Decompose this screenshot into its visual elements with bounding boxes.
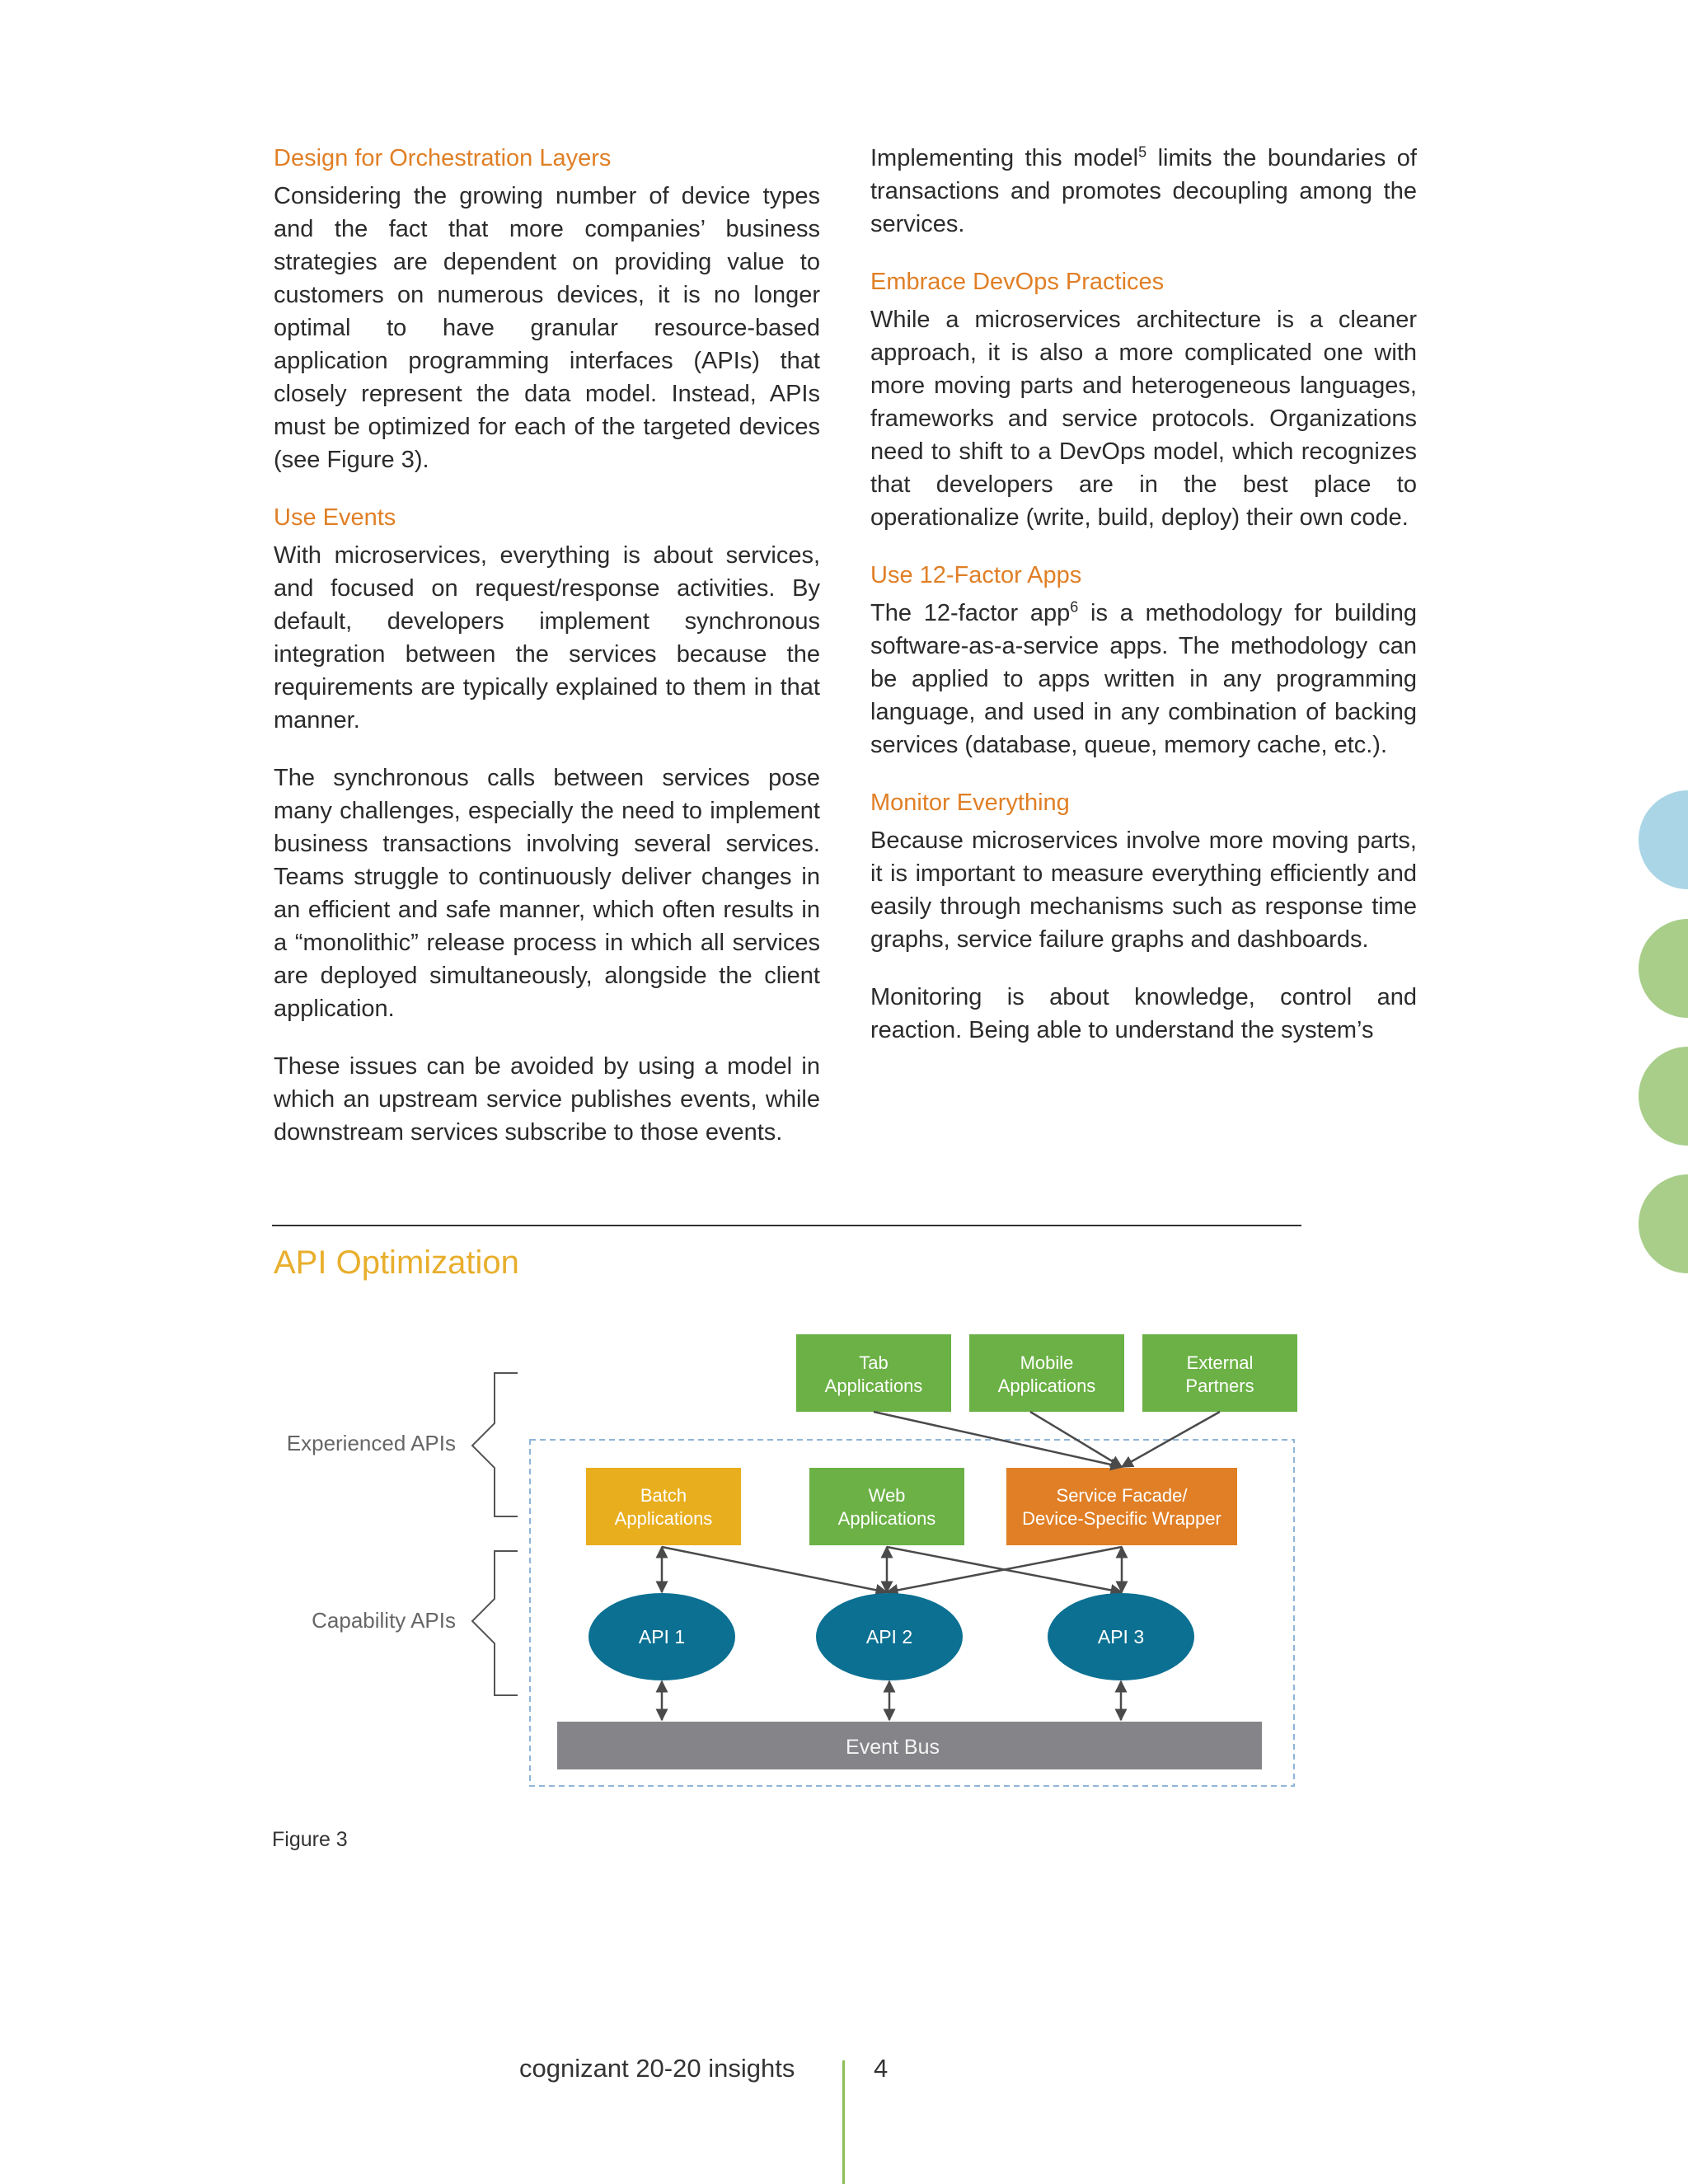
footer-divider	[842, 2060, 845, 2184]
box-label: Applications	[824, 1376, 923, 1396]
section-heading-devops: Embrace DevOps Practices	[870, 269, 1165, 295]
figure-caption: Figure 3	[272, 1828, 348, 1851]
box-label: Batch	[640, 1485, 687, 1506]
page-number: 4	[874, 2054, 889, 2083]
capability-apis-brace	[472, 1551, 518, 1695]
section-heading-monitor: Monitor Everything	[870, 790, 1070, 816]
paragraph: With microservices, everything is about services, and focused on request/response activities. By default, developers implement synchronous integration between the services because the requirements are typically explained to them in that manner.	[274, 542, 820, 733]
service-facade-box	[1006, 1468, 1237, 1545]
paragraph: These issues can be avoided by using a model in which an upstream service publishes events, while downstream services subscribe to those events.	[274, 1053, 820, 1146]
box-label: External	[1186, 1352, 1254, 1373]
api-label: API 3	[1097, 1626, 1145, 1647]
event-bus-bar	[557, 1722, 1262, 1769]
mobile-applications-box	[969, 1334, 1124, 1412]
footnote-ref: 6	[1070, 598, 1079, 616]
batch-applications-box	[586, 1468, 741, 1545]
paragraph: Considering the growing number of device types and the fact that more companies’ business strategies are dependent on providing value to customers on numerous devices, it is no longer optimal to have granular resource-based application programming interfaces (APIs) that closely represent the data model. Instead, APIs must be optimized for each of the targeted devices (see Figure 3).	[274, 183, 820, 473]
api-1-node	[588, 1593, 735, 1680]
arrow	[662, 1547, 887, 1592]
event-bus-label: Event Bus	[846, 1736, 940, 1759]
figure-title: API Optimization	[274, 1244, 519, 1281]
text: The 12-factor app	[870, 600, 1071, 626]
box-label: Tab	[859, 1352, 889, 1373]
box-label: Applications	[997, 1376, 1096, 1396]
footer-brand: cognizant 20-20 insights	[519, 2054, 795, 2083]
box-label: Device-Specific Wrapper	[1022, 1508, 1221, 1529]
section-heading-12-factor: Use 12-Factor Apps	[870, 562, 1082, 588]
box-label: Applications	[614, 1508, 713, 1529]
paragraph: While a microservices architecture is a cleaner approach, it is also a more complicated one with more moving parts and heterogeneous languages, frameworks and service protocols. Organizations need to shift to a DevOps model, which recognizes that developers are in the best place to operationalize (write, build, deploy) their own code.	[870, 307, 1417, 531]
experienced-apis-brace	[472, 1373, 518, 1516]
box-label: Mobile	[1020, 1352, 1074, 1373]
api-3-node	[1048, 1593, 1194, 1680]
paragraph: Monitoring is about knowledge, control and reaction. Being able to understand the system’s	[870, 984, 1417, 1043]
tab-applications-box	[796, 1334, 951, 1412]
capability-apis-label: Capability APIs	[312, 1608, 456, 1633]
web-applications-box	[809, 1468, 964, 1545]
box-label: Partners	[1185, 1376, 1254, 1396]
text: is a methodology for building software-as-a-service apps. The methodology can be applied to apps written in any programming language, and used in any combination of backing services (database, queue, memory cache, etc.).	[870, 600, 1417, 758]
experienced-apis-label: Experienced APIs	[286, 1431, 456, 1455]
text: limits the boundaries of transactions and promotes decoupling among the services.	[870, 145, 1417, 237]
paragraph: Because microservices involve more moving parts, it is important to measure everything efficiently and easily through mechanisms such as response time graphs, service failure graphs and dashboards.	[870, 827, 1417, 953]
box-label: Applications	[837, 1508, 936, 1529]
section-heading-orchestration: Design for Orchestration Layers	[274, 145, 612, 171]
external-partners-box	[1142, 1334, 1297, 1412]
box-label: Web	[868, 1485, 906, 1506]
api-label: API 2	[865, 1626, 913, 1647]
section-heading-use-events: Use Events	[274, 504, 396, 531]
api-label: API 1	[638, 1626, 686, 1647]
text: Implementing this model	[870, 145, 1139, 171]
footnote-ref: 5	[1138, 143, 1147, 161]
box-label: Service Facade/	[1056, 1485, 1188, 1506]
paragraph: The synchronous calls between services pose many challenges, especially the need to implement business transactions involving several services. Teams struggle to continuously deliver changes in an efficient and safe manner, which often results in a “monolithic” release process in which all services are deployed simultaneously, alongside the client application.	[274, 765, 820, 1022]
api-2-node	[816, 1593, 963, 1680]
